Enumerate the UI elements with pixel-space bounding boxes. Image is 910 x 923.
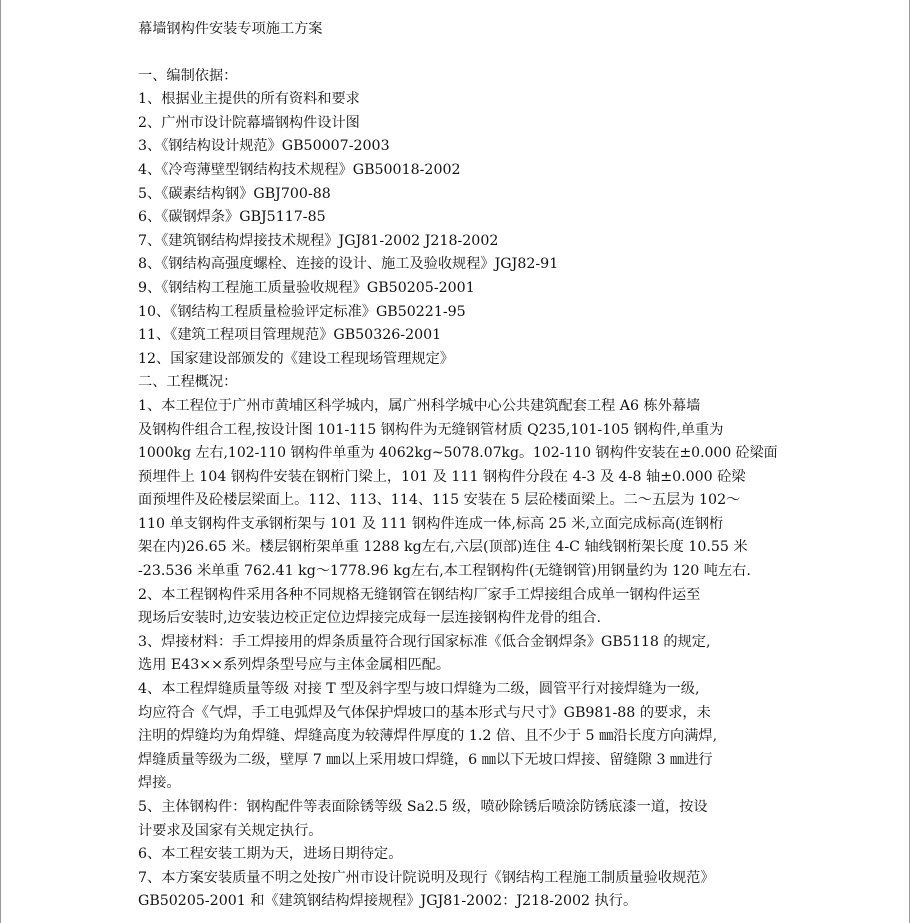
paragraph-line: 计要求及国家有关规定执行。 <box>138 822 323 839</box>
basis-item: 6、《碳钢焊条》GBJ5117-85 <box>138 209 326 226</box>
paragraph-line: 4、本工程焊缝质量等级 对接 T 型及斜字型与坡口焊缝为二级，圆管平行对接焊缝为一级, <box>138 681 700 698</box>
basis-item: 8、《钢结构高强度螺栓、连接的设计、施工及验收规程》JGJ82-91 <box>138 256 559 273</box>
basis-item: 7、《建筑钢结构焊接技术规程》JGJ81-2002 J218-2002 <box>138 232 499 249</box>
basis-item: 10、《钢结构工程质量检验评定标准》GB50221-95 <box>138 303 466 320</box>
paragraph-line: 预埋件上 104 钢构件安装在钢桁门梁上，101 及 111 钢构件分段在 4-3 及 4-8 轴±0.000 砼梁 <box>138 468 746 485</box>
overview-paragraph <box>138 631 778 678</box>
paragraph-line: 焊缝质量等级为二级，壁厚 7 ㎜以上采用坡口焊缝，6 ㎜以下无坡口焊接、留缝隙 3 ㎜进行 <box>138 751 713 768</box>
paragraph-line: 均应符合《气焊，手工电弧焊及气体保护焊坡口的基本形式与尺寸》GB981-88 的要求，未 <box>138 704 711 721</box>
paragraph-line: 5、主体钢构件：钢构配件等表面除锈等级 Sa2.5 级，喷砂除锈后喷涂防锈底漆一道，按设 <box>138 799 708 815</box>
basis-item: 12、国家建设部颁发的《建设工程现场管理规定》 <box>138 350 454 367</box>
paragraph-line: 焊接。 <box>138 775 181 792</box>
paragraph-line: GB50205-2001 和《建筑钢结构焊接规程》JGJ81-2002：J218-2002 执行。 <box>138 893 638 910</box>
paragraph-line: 6、本工程安装工期为天，进场日期待定。 <box>138 846 403 863</box>
paragraph-line: 3、焊接材料：手工焊接用的焊条质量符合现行国家标准《低合金钢焊条》GB5118 的规定, <box>138 633 711 650</box>
paragraph-line: 选用 E43××系列焊条型号应与主体金属相匹配。 <box>138 657 451 674</box>
section-heading-overview: 二、工程概况： <box>138 374 238 391</box>
paragraph-line: 注明的焊缝均为角焊缝、焊缝高度为较薄焊件厚度的 1.2 倍、且不少于 5 ㎜沿长度方向满焊, <box>138 728 718 745</box>
overview-paragraph <box>138 395 778 584</box>
basis-item: 4、《冷弯薄壁型钢结构技术规程》GB50018-2002 <box>138 161 461 178</box>
paragraph-line: 架在内)26.65 米。楼层钢桁架单重 1288 kg左右,六层(顶部)连住 4-C 轴线钢桁架长度 10.55 米 <box>138 539 748 556</box>
paragraph-line: 1000kg 左右,102-110 钢构件单重为 4062kg~5078.07kg。102-110 钢构件安装在±0.000 砼梁面 <box>138 445 778 462</box>
paragraph-line: -23.536 米单重 762.41 kg～1778.96 kg左右,本工程钢构件(无缝钢管)用钢量约为 120 吨左右. <box>138 563 751 580</box>
basis-item: 5、《碳素结构钢》GBJ700-88 <box>138 185 331 202</box>
overview-paragraph <box>138 584 778 631</box>
document-title: 幕墙钢构件安装专项施工方案 <box>138 21 323 37</box>
paragraph-line: 1、本工程位于广州市黄埔区科学城内，属广州科学城中心公共建筑配套工程 A6 栋外幕墙 <box>138 397 701 414</box>
paragraph-line: 110 单支钢构件支承钢桁架与 101 及 111 钢构件连成一体,标高 25 米,立面完成标高(连钢桁 <box>138 515 724 532</box>
overview-paragraph <box>138 678 778 796</box>
basis-item: 3、《钢结构设计规范》GB50007-2003 <box>138 138 390 155</box>
overview-paragraph <box>138 867 778 914</box>
overview-paragraph <box>138 843 778 867</box>
paragraph-line: 7、本方案安装质量不明之处按广州市设计院说明及现行《钢结构工程施工制质量验收规范》 <box>138 869 715 886</box>
paragraph-line: 现场后安装时,边安装边校正定位边焊接完成每一层连接钢构件龙骨的组合. <box>138 610 602 627</box>
basis-list <box>138 88 778 371</box>
basis-item: 9、《钢结构工程施工质量验收规程》GB50205-2001 <box>138 279 475 296</box>
section-heading-basis: 一、编制依据： <box>138 67 238 84</box>
paragraph-line: 及钢构件组合工程,按设计图 101-115 钢构件为无缝钢管材质 Q235,101-105 钢构件,单重为 <box>138 421 724 438</box>
document-body <box>138 18 778 914</box>
basis-item: 2、广州市设计院幕墙钢构件设计图 <box>138 114 360 131</box>
paragraph-line: 面预埋件及砼楼层梁面上。112、113、114、115 安装在 5 层砼楼面梁上。二～五层为 102～ <box>138 492 741 509</box>
basis-item: 1、根据业主提供的所有资料和要求 <box>138 91 360 108</box>
paragraph-line: 2、本工程钢构件采用各种不同规格无缝钢管在钢结构厂家手工焊接组合成单一钢构件运至 <box>138 586 701 603</box>
basis-item: 11、《建筑工程项目管理规范》GB50326-2001 <box>138 327 442 344</box>
overview-paragraph <box>138 796 778 843</box>
